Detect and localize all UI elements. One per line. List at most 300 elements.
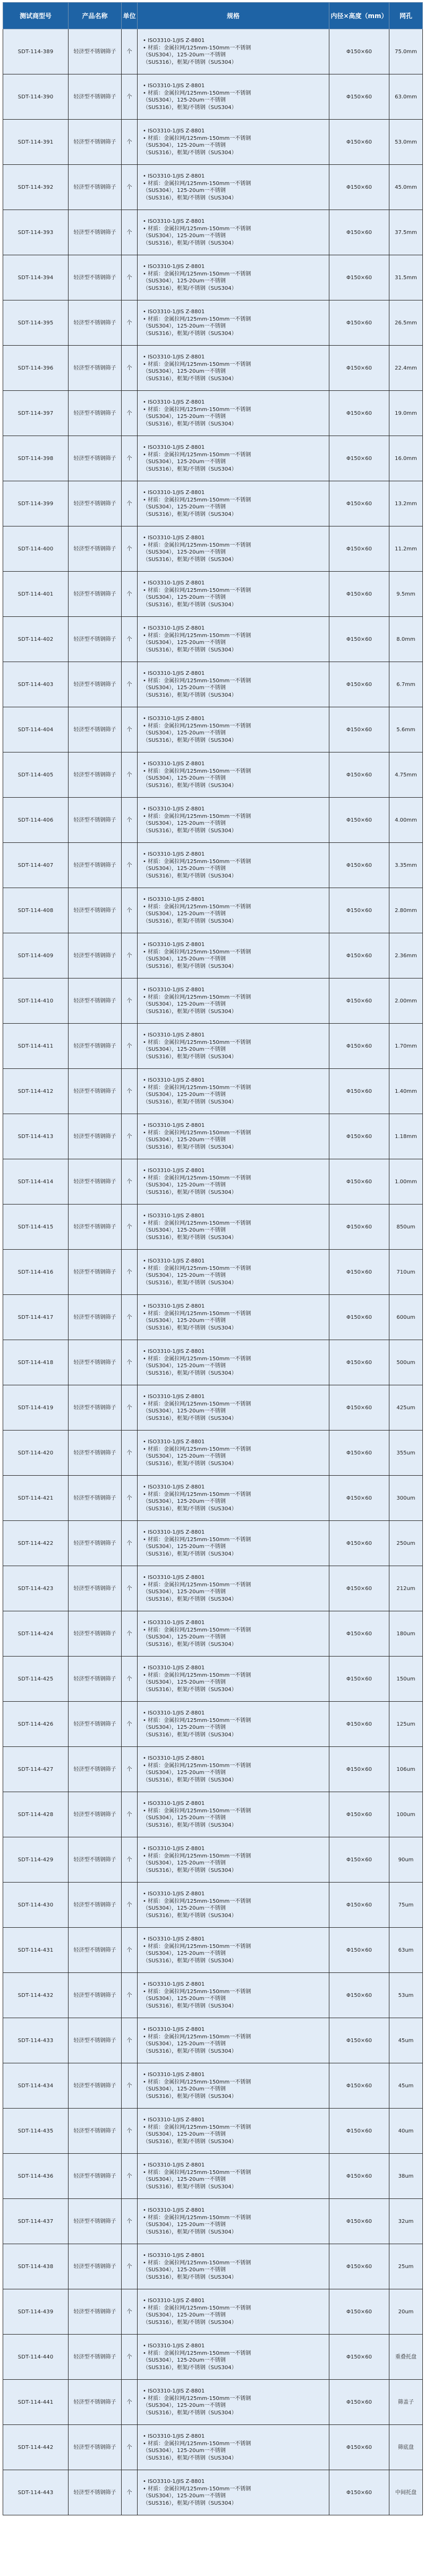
unit: 个 <box>122 978 138 1024</box>
table-row <box>3 1521 423 1566</box>
unit: 个 <box>122 2244 138 2289</box>
spec-line: • ISO3310-1/JIS Z-8801 <box>143 942 205 948</box>
spec-cell <box>138 1250 329 1295</box>
model-code: SDT-114-441 <box>3 2380 69 2425</box>
product-name: 轻济型不锈钢筛子 <box>69 2018 122 2063</box>
model-code: SDT-114-393 <box>3 210 69 255</box>
spec-line: （SUS304），125-20um一不锈钢 <box>143 911 226 917</box>
spec-line: • 材质：金属拉网/125mm-150mm一不锈钢 <box>143 1536 251 1543</box>
model-code: SDT-114-436 <box>3 2154 69 2199</box>
unit: 个 <box>122 1566 138 1611</box>
spec-line: （SUS304），125-20um一不锈钢 <box>143 1725 226 1730</box>
unit: 个 <box>122 2109 138 2154</box>
model-code: SDT-114-389 <box>3 29 69 74</box>
table-row <box>3 933 423 978</box>
model-code: SDT-114-439 <box>3 2289 69 2335</box>
spec-line: • ISO3310-1/JIS Z-8801 <box>143 1168 205 1174</box>
mesh: 1.70mm <box>389 1024 423 1069</box>
table-row <box>3 1702 423 1747</box>
table-row <box>3 165 423 210</box>
spec-line: （SUS316），框架/不锈钢（SUS304） <box>143 827 237 834</box>
table-row <box>3 210 423 255</box>
size: Φ150×60 <box>329 2063 389 2109</box>
spec-line: • 材质：金属拉网/125mm-150mm一不锈钢 <box>143 1310 251 1317</box>
spec-line: （SUS316），框架/不锈钢（SUS304） <box>143 601 237 608</box>
spec-line: （SUS316），框架/不锈钢（SUS304） <box>143 2093 237 2100</box>
model-code: SDT-114-431 <box>3 1928 69 1973</box>
spec-line: • 材质：金属拉网/125mm-150mm一不锈钢 <box>143 1898 251 1904</box>
spec-cell <box>138 1973 329 2018</box>
spec-cell <box>138 346 329 391</box>
mesh: 2.36mm <box>389 933 423 978</box>
unit: 个 <box>122 707 138 752</box>
unit: 个 <box>122 1205 138 1250</box>
spec-line: （SUS316），框架/不锈钢（SUS304） <box>143 1053 237 1060</box>
spec-line: • ISO3310-1/JIS Z-8801 <box>143 490 205 496</box>
spec-line: • 材质：金属拉网/125mm-150mm一不锈钢 <box>143 2034 251 2040</box>
spec-line: （SUS304），125-20um一不锈钢 <box>143 1001 226 1007</box>
model-code: SDT-114-443 <box>3 2470 69 2515</box>
unit: 个 <box>122 1928 138 1973</box>
spec-cell <box>138 391 329 436</box>
spec-line: • ISO3310-1/JIS Z-8801 <box>143 2479 205 2485</box>
table-row <box>3 2244 423 2289</box>
model-code: SDT-114-432 <box>3 1973 69 2018</box>
table-row <box>3 74 423 120</box>
spec-line: （SUS316），框架/不锈钢（SUS304） <box>143 737 237 743</box>
product-name: 轻济型不锈钢筛子 <box>69 2335 122 2380</box>
spec-cell <box>138 210 329 255</box>
spec-line: （SUS316），框架/不锈钢（SUS304） <box>143 1551 237 1557</box>
mesh: 250um <box>389 1521 423 1566</box>
spec-line: （SUS304），125-20um一不锈钢 <box>143 1589 226 1595</box>
spec-line: （SUS316），框架/不锈钢（SUS304） <box>143 375 237 382</box>
spec-line: （SUS304），125-20um一不锈钢 <box>143 549 226 555</box>
mesh: 425um <box>389 1385 423 1431</box>
mesh: 710um <box>389 1250 423 1295</box>
spec-line: • ISO3310-1/JIS Z-8801 <box>143 1846 205 1852</box>
unit: 个 <box>122 1883 138 1928</box>
size: Φ150×60 <box>329 210 389 255</box>
spec-line: （SUS316），框架/不锈钢（SUS304） <box>143 1325 237 1331</box>
spec-line: • ISO3310-1/JIS Z-8801 <box>143 580 205 586</box>
spec-cell <box>138 1114 329 1159</box>
spec-line: （SUS316），框架/不锈钢（SUS304） <box>143 2138 237 2145</box>
spec-line: • ISO3310-1/JIS Z-8801 <box>143 806 205 812</box>
product-spec-sheet <box>3 2 422 2515</box>
mesh: 100um <box>389 1792 423 1837</box>
spec-line: （SUS316），框架/不锈钢（SUS304） <box>143 1641 237 1647</box>
size: Φ150×60 <box>329 1250 389 1295</box>
spec-line: （SUS304），125-20um一不锈钢 <box>143 1408 226 1414</box>
unit: 个 <box>122 1973 138 2018</box>
spec-cell <box>138 2289 329 2335</box>
mesh: 600um <box>389 1295 423 1340</box>
model-code: SDT-114-430 <box>3 1883 69 1928</box>
table-row <box>3 526 423 572</box>
table-row <box>3 1250 423 1295</box>
mesh: 500um <box>389 1340 423 1385</box>
spec-line: • 材质：金属拉网/125mm-150mm一不锈钢 <box>143 1943 251 1950</box>
spec-line: • 材质：金属拉网/125mm-150mm一不锈钢 <box>143 1175 251 1181</box>
model-code: SDT-114-435 <box>3 2109 69 2154</box>
unit: 个 <box>122 1702 138 1747</box>
size: Φ150×60 <box>329 752 389 798</box>
spec-line: （SUS316），框架/不锈钢（SUS304） <box>143 1415 237 1421</box>
spec-cell <box>138 888 329 933</box>
table-row <box>3 1205 423 1250</box>
spec-line: • 材质：金属拉网/125mm-150mm一不锈钢 <box>143 1762 251 1769</box>
mesh: 53um <box>389 1973 423 2018</box>
table-row <box>3 2289 423 2335</box>
table-row <box>3 1973 423 2018</box>
spec-line: （SUS316），框架/不锈钢（SUS304） <box>143 2410 237 2416</box>
size: Φ150×60 <box>329 617 389 662</box>
spec-cell <box>138 662 329 707</box>
product-name: 轻济型不锈钢筛子 <box>69 2289 122 2335</box>
table-row <box>3 481 423 526</box>
spec-line: （SUS316），框架/不锈钢（SUS304） <box>143 2003 237 2009</box>
spec-line: • ISO3310-1/JIS Z-8801 <box>143 1394 205 1400</box>
spec-cell <box>138 2154 329 2199</box>
spec-cell <box>138 1159 329 1205</box>
product-name: 轻济型不锈钢筛子 <box>69 1657 122 1702</box>
spec-line: （SUS316），框架/不锈钢（SUS304） <box>143 647 237 653</box>
spec-line: （SUS304），125-20um一不锈钢 <box>143 2267 226 2273</box>
size: Φ150×60 <box>329 1385 389 1431</box>
table-row <box>3 1657 423 1702</box>
spec-line: • 材质：金属拉网/125mm-150mm一不锈钢 <box>143 1220 251 1226</box>
spec-line: • ISO3310-1/JIS Z-8801 <box>143 535 205 541</box>
table-row <box>3 1928 423 1973</box>
size: Φ150×60 <box>329 74 389 120</box>
spec-cell <box>138 843 329 888</box>
model-code: SDT-114-420 <box>3 1431 69 1476</box>
spec-cell <box>138 1521 329 1566</box>
mesh: 1.40mm <box>389 1069 423 1114</box>
spec-line: （SUS304），125-20um一不锈钢 <box>143 2403 226 2408</box>
model-code: SDT-114-412 <box>3 1069 69 1114</box>
size: Φ150×60 <box>329 662 389 707</box>
spec-cell <box>138 1883 329 1928</box>
spec-line: • 材质：金属拉网/125mm-150mm一不锈钢 <box>143 858 251 865</box>
spec-line: （SUS304），125-20um一不锈钢 <box>143 640 226 646</box>
spec-line: • ISO3310-1/JIS Z-8801 <box>143 399 205 405</box>
spec-line: • ISO3310-1/JIS Z-8801 <box>143 2027 205 2033</box>
model-code: SDT-114-425 <box>3 1657 69 1702</box>
spec-line: • 材质：金属拉网/125mm-150mm一不锈钢 <box>143 2124 251 2130</box>
mesh: 重叠托盘 <box>389 2335 423 2380</box>
mesh: 45um <box>389 2063 423 2109</box>
spec-line: • 材质：金属拉网/125mm-150mm一不锈钢 <box>143 1988 251 1995</box>
spec-line: • 材质：金属拉网/125mm-150mm一不锈钢 <box>143 1084 251 1091</box>
spec-cell <box>138 1747 329 1792</box>
size: Φ150×60 <box>329 1521 389 1566</box>
table-row <box>3 2154 423 2199</box>
product-name: 轻济型不锈钢筛子 <box>69 2470 122 2515</box>
spec-line: • 材质：金属拉网/125mm-150mm一不锈钢 <box>143 1627 251 1633</box>
mesh: 9.5mm <box>389 572 423 617</box>
size: Φ150×60 <box>329 2470 389 2515</box>
spec-line: • ISO3310-1/JIS Z-8801 <box>143 987 205 993</box>
spec-line: • ISO3310-1/JIS Z-8801 <box>143 264 205 270</box>
spec-line: （SUS316），框架/不锈钢（SUS304） <box>143 1867 237 1874</box>
mesh: 2.00mm <box>389 978 423 1024</box>
spec-line: • 材质：金属拉网/125mm-150mm一不锈钢 <box>143 542 251 548</box>
table-row <box>3 1747 423 1792</box>
model-code: SDT-114-394 <box>3 255 69 300</box>
spec-line: • ISO3310-1/JIS Z-8801 <box>143 716 205 722</box>
product-name: 轻济型不锈钢筛子 <box>69 933 122 978</box>
table-row <box>3 1837 423 1883</box>
table-row <box>3 1159 423 1205</box>
unit: 个 <box>122 617 138 662</box>
table-row <box>3 2380 423 2425</box>
product-name: 轻济型不锈钢筛子 <box>69 798 122 843</box>
mesh: 8.0mm <box>389 617 423 662</box>
spec-cell <box>138 526 329 572</box>
product-name: 轻济型不锈钢筛子 <box>69 1024 122 1069</box>
size: Φ150×60 <box>329 1883 389 1928</box>
spec-line: （SUS316），框架/不锈钢（SUS304） <box>143 873 237 879</box>
unit: 个 <box>122 210 138 255</box>
spec-line: （SUS304），125-20um一不锈钢 <box>143 1453 226 1459</box>
product-name: 轻济型不锈钢筛子 <box>69 888 122 933</box>
spec-line: • 材质：金属拉网/125mm-150mm一不锈钢 <box>143 1401 251 1407</box>
mesh: 850um <box>389 1205 423 1250</box>
model-code: SDT-114-433 <box>3 2018 69 2063</box>
product-name: 轻济型不锈钢筛子 <box>69 1883 122 1928</box>
size: Φ150×60 <box>329 2199 389 2244</box>
unit: 个 <box>122 1295 138 1340</box>
model-code: SDT-114-406 <box>3 798 69 843</box>
spec-line: （SUS316），框架/不锈钢（SUS304） <box>143 1777 237 1783</box>
spec-line: （SUS316），框架/不锈钢（SUS304） <box>143 692 237 698</box>
header-product-name: 产品名称 <box>69 3 122 29</box>
spec-cell <box>138 1385 329 1431</box>
spec-line: （SUS316），框架/不锈钢（SUS304） <box>143 1686 237 1693</box>
spec-line: （SUS316），框架/不锈钢（SUS304） <box>143 330 237 337</box>
spec-line: （SUS304），125-20um一不锈钢 <box>143 1318 226 1324</box>
spec-cell <box>138 29 329 74</box>
unit: 个 <box>122 2199 138 2244</box>
header-size: 内径×高度（mm） <box>329 3 389 29</box>
spec-line: （SUS304），125-20um一不锈钢 <box>143 866 226 872</box>
table-row <box>3 2109 423 2154</box>
spec-line: （SUS316），框架/不锈钢（SUS304） <box>143 556 237 563</box>
table-row <box>3 1476 423 1521</box>
spec-line: • 材质：金属拉网/125mm-150mm一不锈钢 <box>143 678 251 684</box>
spec-line: • ISO3310-1/JIS Z-8801 <box>143 173 205 179</box>
spec-cell <box>138 1024 329 1069</box>
mesh: 75um <box>389 1883 423 1928</box>
spec-cell <box>138 481 329 526</box>
model-code: SDT-114-398 <box>3 436 69 481</box>
table-row <box>3 29 423 74</box>
spec-line: • ISO3310-1/JIS Z-8801 <box>143 851 205 857</box>
size: Φ150×60 <box>329 888 389 933</box>
model-code: SDT-114-440 <box>3 2335 69 2380</box>
product-name: 轻济型不锈钢筛子 <box>69 29 122 74</box>
spec-line: • 材质：金属拉网/125mm-150mm一不锈钢 <box>143 451 251 458</box>
product-table <box>3 2 423 2515</box>
spec-cell <box>138 2199 329 2244</box>
spec-line: （SUS316），框架/不锈钢（SUS304） <box>143 149 237 156</box>
spec-line: （SUS316），框架/不锈钢（SUS304） <box>143 2229 237 2235</box>
spec-line: • 材质：金属拉网/125mm-150mm一不锈钢 <box>143 1130 251 1136</box>
unit: 个 <box>122 2380 138 2425</box>
spec-cell <box>138 707 329 752</box>
spec-line: • ISO3310-1/JIS Z-8801 <box>143 1258 205 1264</box>
spec-line: • 材质：金属拉网/125mm-150mm一不锈钢 <box>143 361 251 367</box>
size: Φ150×60 <box>329 1837 389 1883</box>
table-row <box>3 1883 423 1928</box>
product-name: 轻济型不锈钢筛子 <box>69 1973 122 2018</box>
spec-line: • 材质：金属拉网/125mm-150mm一不锈钢 <box>143 2440 251 2447</box>
product-name: 轻济型不锈钢筛子 <box>69 1385 122 1431</box>
product-name: 轻济型不锈钢筛子 <box>69 210 122 255</box>
spec-line: （SUS316），框架/不锈钢（SUS304） <box>143 782 237 789</box>
mesh: 16.0mm <box>389 436 423 481</box>
spec-line: • ISO3310-1/JIS Z-8801 <box>143 2072 205 2078</box>
table-row <box>3 1611 423 1657</box>
spec-line: （SUS304），125-20um一不锈钢 <box>143 775 226 781</box>
size: Φ150×60 <box>329 120 389 165</box>
model-code: SDT-114-396 <box>3 346 69 391</box>
spec-line: • ISO3310-1/JIS Z-8801 <box>143 1303 205 1309</box>
product-name: 轻济型不锈钢筛子 <box>69 1476 122 1521</box>
product-name: 轻济型不锈钢筛子 <box>69 255 122 300</box>
mesh: 45.0mm <box>389 165 423 210</box>
mesh: 300um <box>389 1476 423 1521</box>
unit: 个 <box>122 74 138 120</box>
model-code: SDT-114-402 <box>3 617 69 662</box>
model-code: SDT-114-414 <box>3 1159 69 1205</box>
spec-cell <box>138 2470 329 2515</box>
unit: 个 <box>122 526 138 572</box>
size: Φ150×60 <box>329 798 389 843</box>
size: Φ150×60 <box>329 2018 389 2063</box>
size: Φ150×60 <box>329 2425 389 2470</box>
mesh: 25um <box>389 2244 423 2289</box>
model-code: SDT-114-417 <box>3 1295 69 1340</box>
model-code: SDT-114-408 <box>3 888 69 933</box>
unit: 个 <box>122 1747 138 1792</box>
size: Φ150×60 <box>329 707 389 752</box>
spec-line: （SUS304），125-20um一不锈钢 <box>143 52 226 58</box>
spec-cell <box>138 1069 329 1114</box>
spec-line: （SUS304），125-20um一不锈钢 <box>143 188 226 194</box>
spec-line: （SUS304），125-20um一不锈钢 <box>143 323 226 329</box>
spec-line: • ISO3310-1/JIS Z-8801 <box>143 1529 205 1535</box>
size: Φ150×60 <box>329 255 389 300</box>
product-name: 轻济型不锈钢筛子 <box>69 1431 122 1476</box>
spec-line: • ISO3310-1/JIS Z-8801 <box>143 1981 205 1987</box>
unit: 个 <box>122 843 138 888</box>
model-code: SDT-114-424 <box>3 1611 69 1657</box>
size: Φ150×60 <box>329 391 389 436</box>
table-row <box>3 2425 423 2470</box>
spec-line: （SUS316），框架/不锈钢（SUS304） <box>143 285 237 291</box>
mesh: 13.2mm <box>389 481 423 526</box>
unit: 个 <box>122 2289 138 2335</box>
spec-cell <box>138 1657 329 1702</box>
model-code: SDT-114-407 <box>3 843 69 888</box>
spec-line: （SUS304），125-20um一不锈钢 <box>143 1499 226 1504</box>
size: Φ150×60 <box>329 2289 389 2335</box>
mesh: 3.35mm <box>389 843 423 888</box>
model-code: SDT-114-411 <box>3 1024 69 1069</box>
product-name: 轻济型不锈钢筛子 <box>69 2063 122 2109</box>
size: Φ150×60 <box>329 1159 389 1205</box>
unit: 个 <box>122 1024 138 1069</box>
spec-line: • ISO3310-1/JIS Z-8801 <box>143 1710 205 1716</box>
model-code: SDT-114-427 <box>3 1747 69 1792</box>
spec-line: （SUS304），125-20um一不锈钢 <box>143 730 226 736</box>
product-name: 轻济型不锈钢筛子 <box>69 2244 122 2289</box>
unit: 个 <box>122 1476 138 1521</box>
spec-line: • ISO3310-1/JIS Z-8801 <box>143 761 205 767</box>
product-name: 轻济型不锈钢筛子 <box>69 1069 122 1114</box>
size: Φ150×60 <box>329 436 389 481</box>
product-name: 轻济型不锈钢筛子 <box>69 1837 122 1883</box>
spec-line: （SUS316），框架/不锈钢（SUS304） <box>143 1912 237 1919</box>
table-row <box>3 436 423 481</box>
spec-cell <box>138 798 329 843</box>
spec-line: • ISO3310-1/JIS Z-8801 <box>143 38 205 44</box>
spec-line: • ISO3310-1/JIS Z-8801 <box>143 2343 205 2349</box>
spec-line: • ISO3310-1/JIS Z-8801 <box>143 1032 205 1038</box>
product-name: 轻济型不锈钢筛子 <box>69 391 122 436</box>
model-code: SDT-114-438 <box>3 2244 69 2289</box>
size: Φ150×60 <box>329 300 389 346</box>
table-row <box>3 1340 423 1385</box>
unit: 个 <box>122 2335 138 2380</box>
unit: 个 <box>122 436 138 481</box>
mesh: 5.6mm <box>389 707 423 752</box>
mesh: 40um <box>389 2109 423 2154</box>
table-row <box>3 1566 423 1611</box>
table-body <box>3 29 423 2515</box>
spec-line: • 材质：金属拉网/125mm-150mm一不锈钢 <box>143 768 251 774</box>
spec-line: （SUS304），125-20um一不锈钢 <box>143 1905 226 1911</box>
size: Φ150×60 <box>329 978 389 1024</box>
model-code: SDT-114-395 <box>3 300 69 346</box>
spec-line: • ISO3310-1/JIS Z-8801 <box>143 2433 205 2439</box>
spec-line: （SUS304），125-20um一不锈钢 <box>143 2177 226 2182</box>
spec-line: （SUS316），框架/不锈钢（SUS304） <box>143 1370 237 1376</box>
spec-cell <box>138 1837 329 1883</box>
spec-line: • ISO3310-1/JIS Z-8801 <box>143 671 205 676</box>
product-name: 轻济型不锈钢筛子 <box>69 1340 122 1385</box>
spec-line: • ISO3310-1/JIS Z-8801 <box>143 1349 205 1354</box>
table-row <box>3 662 423 707</box>
size: Φ150×60 <box>329 1295 389 1340</box>
spec-cell <box>138 617 329 662</box>
mesh: 53.0mm <box>389 120 423 165</box>
spec-line: （SUS304），125-20um一不锈钢 <box>143 1182 226 1188</box>
spec-line: （SUS304），125-20um一不锈钢 <box>143 1679 226 1685</box>
unit: 个 <box>122 120 138 165</box>
table-row <box>3 888 423 933</box>
unit: 个 <box>122 2425 138 2470</box>
spec-line: • ISO3310-1/JIS Z-8801 <box>143 1801 205 1806</box>
model-code: SDT-114-423 <box>3 1566 69 1611</box>
mesh: 6.7mm <box>389 662 423 707</box>
spec-line: • 材质：金属拉网/125mm-150mm一不锈钢 <box>143 406 251 413</box>
spec-line: • ISO3310-1/JIS Z-8801 <box>143 445 205 450</box>
mesh: 4.00mm <box>389 798 423 843</box>
